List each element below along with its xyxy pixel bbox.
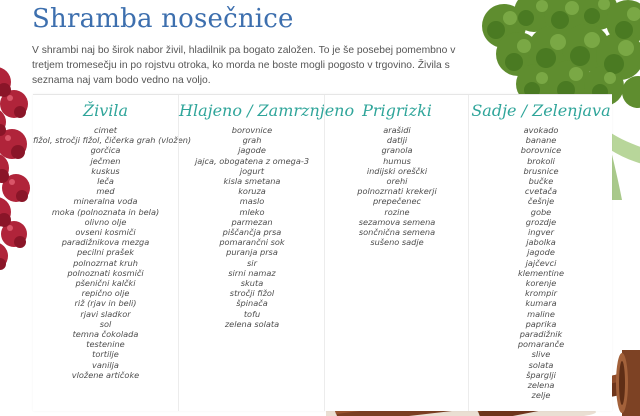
list-item: orehi bbox=[386, 176, 408, 187]
list-item: gobe bbox=[530, 206, 552, 217]
list-item: piščančja prsa bbox=[222, 227, 282, 238]
column-title: Sadje / Zelenjava bbox=[471, 101, 611, 120]
list-item: češnje bbox=[527, 196, 555, 207]
item-list bbox=[33, 125, 192, 380]
list-item: mineralna voda bbox=[73, 196, 138, 207]
list-item: datlji bbox=[386, 135, 408, 146]
list-item: borovnice bbox=[520, 145, 562, 156]
list-item: rozine bbox=[384, 206, 410, 217]
list-item: kisla smetana bbox=[223, 176, 281, 187]
list-item: koruza bbox=[238, 186, 266, 197]
list-item: pšenični kalčki bbox=[75, 278, 136, 289]
list-item: jajca, obogatena z omega-3 bbox=[194, 155, 310, 166]
list-item: špinača bbox=[236, 298, 268, 309]
column-chilled-frozen bbox=[178, 95, 355, 411]
list-item: tortilje bbox=[92, 349, 119, 360]
list-item: prepečenec bbox=[372, 196, 422, 207]
list-item: gorčica bbox=[90, 145, 121, 156]
list-item: maslo bbox=[239, 196, 265, 207]
list-item: stročji fižol bbox=[229, 288, 275, 299]
list-item: zelje bbox=[531, 390, 551, 401]
list-item: paradižnikova mezga bbox=[61, 237, 150, 248]
list-item: paradižnik bbox=[519, 329, 563, 340]
list-item: šparglji bbox=[526, 369, 556, 380]
list-item: ovseni kosmiči bbox=[75, 227, 136, 238]
list-item: riž (rjav in beli) bbox=[74, 298, 137, 309]
column-title: Hlajeno / Zamrznjeno bbox=[179, 101, 355, 120]
list-item: kumara bbox=[525, 298, 557, 309]
list-item: pomarančni sok bbox=[219, 237, 285, 248]
column-snacks bbox=[324, 95, 469, 411]
list-item: klementine bbox=[518, 267, 564, 278]
list-item: korenje bbox=[525, 278, 557, 289]
list-item: ječmen bbox=[90, 155, 121, 166]
column-title: Prigrizki bbox=[362, 101, 432, 120]
list-item: rjavi sladkor bbox=[80, 308, 131, 319]
list-item: solata bbox=[528, 359, 554, 370]
list-item: banane bbox=[525, 135, 557, 146]
pantry-list-card bbox=[33, 94, 612, 411]
list-item: avokado bbox=[523, 125, 559, 135]
list-item: med bbox=[96, 186, 115, 197]
list-item: polnozrnat kruh bbox=[73, 257, 138, 268]
list-item: pecilni prašek bbox=[77, 247, 134, 258]
list-item: arašidi bbox=[383, 125, 411, 135]
list-item: sezamova semena bbox=[358, 216, 436, 227]
page-title: Shramba nosečnice bbox=[32, 4, 294, 34]
list-item: brokoli bbox=[527, 155, 555, 166]
list-item: testenine bbox=[86, 339, 125, 350]
list-item: leča bbox=[97, 176, 114, 187]
list-item: parmezan bbox=[231, 216, 273, 227]
list-item: tofu bbox=[243, 308, 261, 319]
list-item: vložene artičoke bbox=[71, 369, 140, 380]
list-item: vanilja bbox=[92, 359, 119, 370]
list-item: sončnična semena bbox=[358, 227, 436, 238]
list-item: temna čokolada bbox=[72, 329, 139, 340]
list-item: jogurt bbox=[239, 165, 265, 176]
list-item: zelena solata bbox=[224, 318, 280, 329]
list-item: humus bbox=[383, 155, 411, 166]
list-item: paprika bbox=[525, 318, 557, 329]
item-list bbox=[179, 125, 325, 329]
list-item: sirni namaz bbox=[228, 267, 276, 278]
list-item: brusnice bbox=[523, 165, 559, 176]
list-item: mleko bbox=[239, 206, 265, 217]
list-item: pomaranče bbox=[517, 339, 565, 350]
list-item: olivno olje bbox=[84, 216, 127, 227]
column-pantry bbox=[33, 95, 192, 411]
list-item: borovnice bbox=[231, 125, 273, 135]
list-item: granola bbox=[381, 145, 413, 156]
list-item: skuta bbox=[240, 278, 264, 289]
list-item: slive bbox=[531, 349, 551, 360]
item-list bbox=[469, 125, 613, 400]
item-list bbox=[325, 125, 469, 247]
list-item: krompir bbox=[525, 288, 557, 299]
list-item: polnoznati kosmiči bbox=[67, 267, 144, 278]
list-item: jajčevci bbox=[525, 257, 557, 268]
list-item: fižol, stročji fižol, čičerka grah (vložen) bbox=[33, 135, 192, 146]
column-title: Živila bbox=[82, 101, 129, 120]
list-item: grozdje bbox=[525, 216, 557, 227]
list-item: polnozrnati krekerji bbox=[357, 186, 437, 197]
intro-text: V shrambi naj bo širok nabor živil, hladilnik pa bogato založen. To je še posebej pomembno v tretjem tromesečju in po rojstvu otroka, ko morda ne boste mogli pogosto v trgovino. Živila s seznama naj vam bodo vedno na voljo. bbox=[32, 45, 456, 86]
list-item: jagode bbox=[527, 247, 555, 258]
list-item: grah bbox=[242, 135, 262, 146]
list-item: moka (polnoznata in bela) bbox=[51, 206, 160, 217]
column-fruit-vegetables bbox=[468, 95, 613, 411]
list-item: jabolka bbox=[526, 237, 556, 248]
list-item: zelena bbox=[527, 380, 555, 391]
list-item: cimet bbox=[94, 125, 117, 135]
list-item: bučke bbox=[528, 176, 554, 187]
list-item: cvetača bbox=[524, 186, 558, 197]
cranberries-image bbox=[0, 64, 32, 274]
list-item: sušeno sadje bbox=[370, 237, 424, 248]
list-item: sir bbox=[247, 257, 257, 268]
list-item: repično olje bbox=[81, 288, 130, 299]
list-item: sol bbox=[99, 318, 112, 329]
list-item: indijski oreščki bbox=[366, 165, 428, 176]
list-item: jagode bbox=[238, 145, 266, 156]
list-item: maline bbox=[527, 308, 555, 319]
list-item: ingver bbox=[528, 227, 554, 238]
list-item: puranja prsa bbox=[226, 247, 278, 258]
list-item: kuskus bbox=[91, 165, 120, 176]
